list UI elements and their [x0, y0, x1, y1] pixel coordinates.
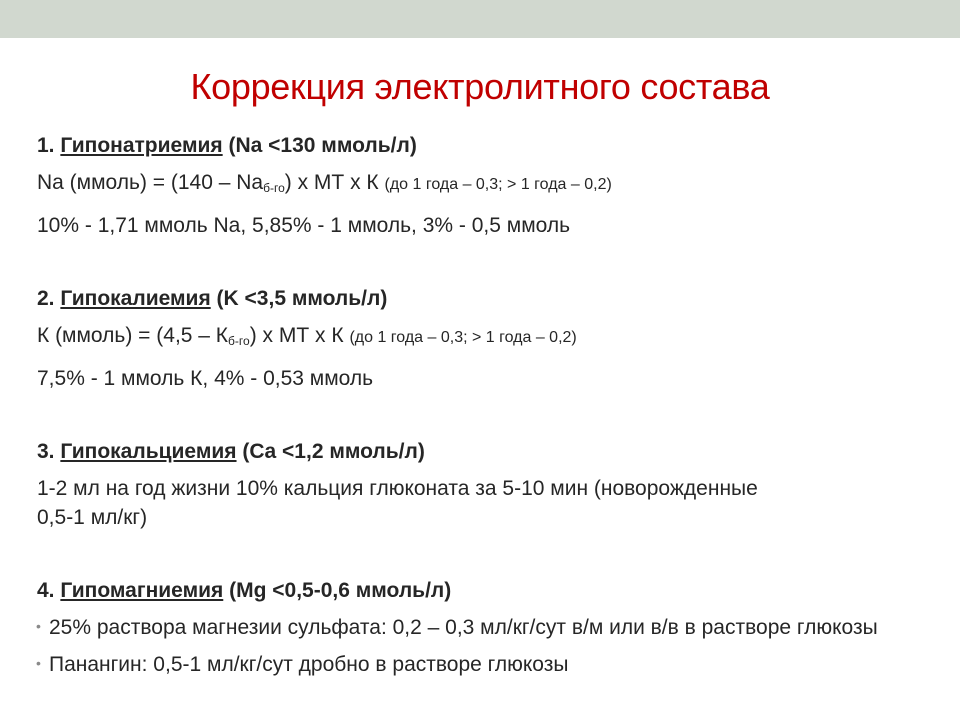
section-heading-hypokalemia: 2. Гипокалиемия (K <3,5 ммоль/л): [37, 287, 388, 310]
list-item: • Панангин: 0,5-1 мл/кг/сут дробно в растворе глюкозы: [37, 650, 937, 679]
section-heading-hyponatremia: 1. Гипонатриемия (Na <130 ммоль/л): [37, 134, 417, 157]
section-heading-hypocalcemia: 3. Гипокальциемия (Ca <1,2 ммоль/л): [37, 440, 425, 463]
bullet-icon: •: [36, 618, 41, 634]
section-condition: (Ca <1,2 ммоль/л): [242, 440, 425, 463]
calcium-dosage-line1: 1-2 мл на год жизни 10% кальция глюконата за 5-10 мин (новорожденные: [37, 477, 758, 500]
formula-sodium: Na (ммоль) = $(140 - Na_{б-го})$ х МТ х К (до 1 года – 0,3; > 1 года – 0,2): [37, 171, 612, 195]
section-heading-hypomagnesemia: 4. Гипомагниемия (Mg <0,5-0,6 ммоль/л): [37, 579, 452, 602]
section-title: Гипомагниемия: [60, 579, 224, 602]
sodium-equivalents: 10% - 1,71 ммоль Na, 5,85% - 1 ммоль, 3% - 0,5 ммоль: [37, 214, 571, 237]
formula-potassium: К (ммоль) = $(4,5 - К_{б-го})$ х МТ х К (до 1 года – 0,3; > 1 года – 0,2): [37, 324, 577, 348]
slide-title: Коррекция электролитного состава: [190, 66, 770, 107]
section-title: Гипокальциемия: [60, 440, 237, 463]
section-title: Гипокалиемия: [60, 287, 211, 310]
list-item: • 25% раствора магнезии сульфата: 0,2 – 0,3 мл/кг/сут в/м или в/в в растворе глюкозы: [37, 613, 937, 642]
top-banner: [0, 0, 960, 38]
section-condition: (Mg <0,5-0,6 ммоль/л): [229, 579, 452, 602]
potassium-equivalents: 7,5% - 1 ммоль К, 4% - 0,53 ммоль: [37, 367, 374, 390]
section-title: Гипонатриемия: [60, 134, 223, 157]
slide-body: [37, 131, 937, 679]
section-condition: (K <3,5 ммоль/л): [216, 287, 388, 310]
bullet-icon: •: [36, 655, 41, 671]
section-condition: (Na <130 ммоль/л): [228, 134, 417, 157]
calcium-dosage-line2: 0,5-1 мл/кг): [37, 506, 148, 529]
